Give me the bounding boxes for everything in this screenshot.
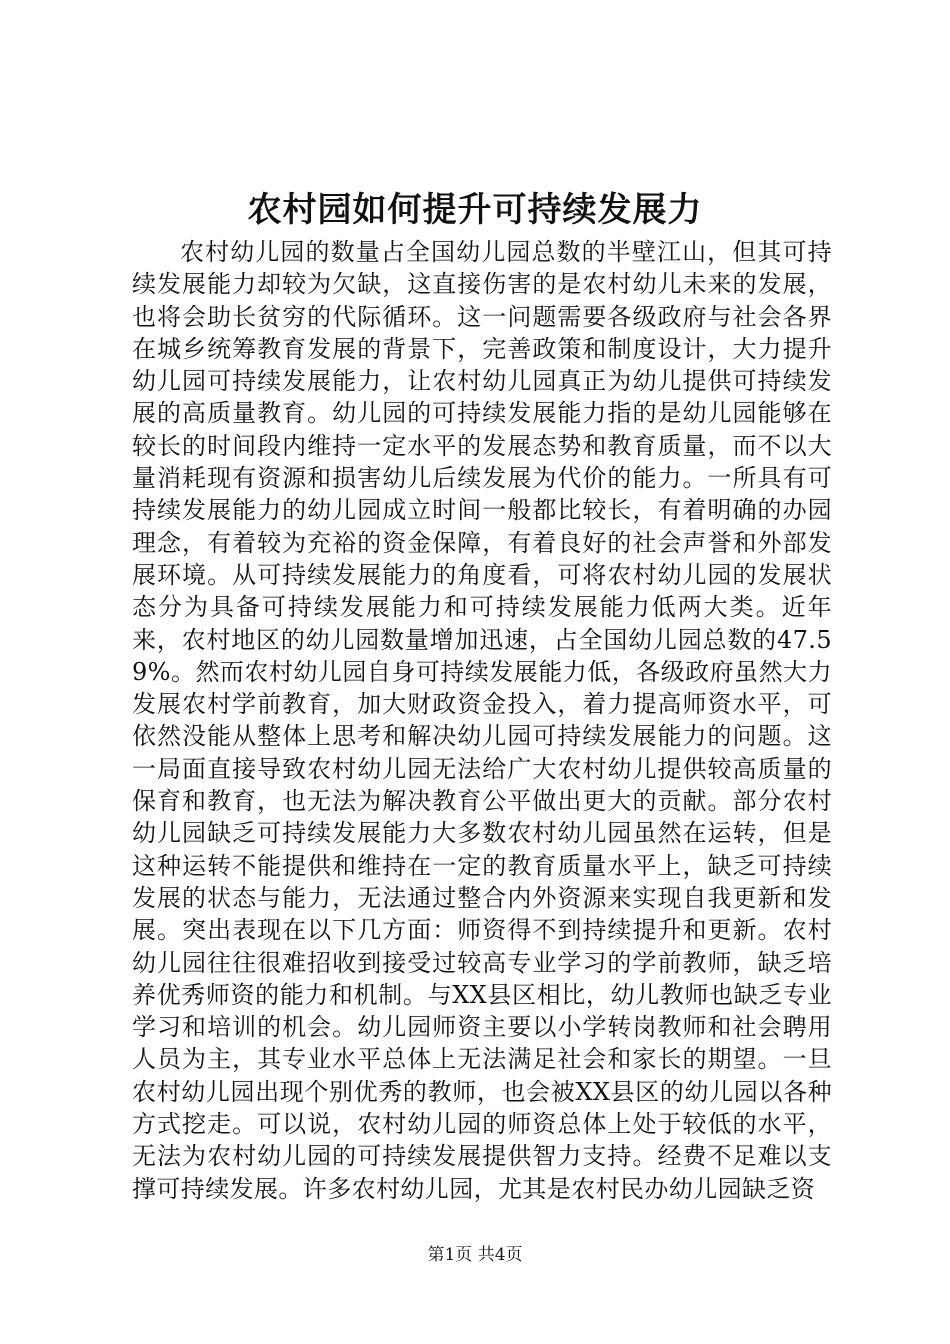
document-title: 农村园如何提升可持续发展力 — [247, 190, 703, 230]
document-body-paragraph: 农村幼儿园的数量占全国幼儿园总数的半壁江山，但其可持续发展能力却较为欠缺，这直接伤害的是农村幼儿未来的发展，也将会助长贫穷的代际循环。这一问题需要各级政府与社会各界在城乡统筹教育发展的背景下，完善政策和制度设计，大力提升幼儿园可持续发展能力，让农村幼儿园真正为幼儿提供可持续发展的高质量教育。幼儿园的可持续发展能力指的是幼儿园能够在较长的时间段内维持一定水平的发展态势和教育质量，而不以大量消耗现有资源和损害幼儿后续发展为代价的能力。一所具有可持续发展能力的幼儿园成立时间一般都比较长，有着明确的办园理念，有着较为充裕的资金保障，有着良好的社会声誉和外部发展环境。从可持续发展能力的角度看，可将农村幼儿园的发展状态分为具备可持续发展能力和可持续发展能力低两大类。近年来，农村地区的幼儿园数量增加迅速，占全国幼儿园总数的47.59%。然而农村幼儿园自身可持续发展能力低，各级政府虽然大力发展农村学前教育，加大财政资金投入，着力提高师资水平，可依然没能从整体上思考和解决幼儿园可持续发展能力的问题。这一局面直接导致农村幼儿园无法给广大农村幼儿提供较高质量的保育和教育，也无法为解决教育公平做出更大的贡献。部分农村幼儿园缺乏可持续发展能力大多数农村幼儿园虽然在运转，但是这种运转不能提供和维持在一定的教育质量水平上，缺乏可持续发展的状态与能力，无法通过整合内外资源来实现自我更新和发展。突出表现在以下几方面：师资得不到持续提升和更新。农村幼儿园往往很难招收到接受过较高专业学习的学前教师，缺乏培养优秀师资的能力和机制。与XX县区相比，幼儿教师也缺乏专业学习和培训的机会。幼儿园师资主要以小学转岗教师和社会聘用人员为主，其专业水平总体上无法满足社会和家长的期望。一旦农村幼儿园出现个别优秀的教师，也会被XX县区的幼儿园以各种方式挖走。可以说，农村幼儿园的师资总体上处于较低的水平，无法为农村幼儿园的可持续发展提供智力支持。经费不足难以支撑可持续发展。许多农村幼儿园，尤其是农村民办幼儿园缺乏资 — [132, 238, 832, 1203]
page-number-footer: 第1页 共4页 — [427, 1245, 523, 1265]
